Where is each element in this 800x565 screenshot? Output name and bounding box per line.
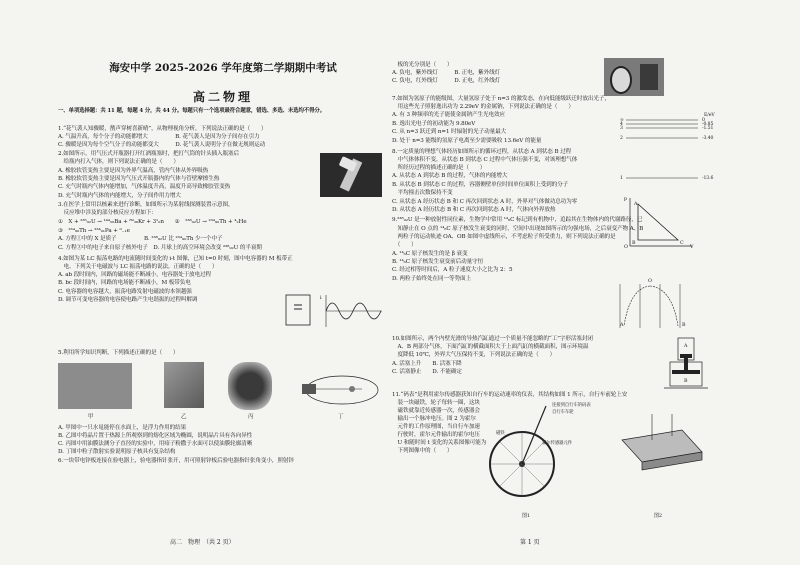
n-inf: ∞ [620,118,624,123]
n-1: 1 [620,176,623,181]
energy-level-0: 0 [702,118,705,123]
question-line: A、B 两部分气体，下面汽缸的横截面积大于上面汽缸的横截面积，图示环境温 [392,344,589,350]
question-line: A. 有 3 种频率的光子能使金属钠产生光电效应 [392,112,505,118]
bike-label-magnet: 磁铁 [496,431,505,436]
cylinder-label-b: B [684,379,688,384]
question-line: A. 负电，紫外线灯 B. 正电，紫外线灯 [392,70,501,76]
question-line: 行驶时，霍尔元件输出的霍尔电压 [392,432,480,438]
question-line: 输出一个脉冲电压。图 2 为霍尔 [392,416,476,422]
question-line: ③ ²³⁴₉₀Th → ²³⁴₉₁Pa + ⁰₋₁e [58,228,130,234]
question-line: A. 甲图中一只水黾能停在水面上，是浮力作用的结果 [58,425,187,431]
question-line: 所经历过程的描述正确的是（ ） [392,165,486,171]
fig5-label-d: 丁 [338,414,344,420]
question-line: D. 两粒子始终处在同一等势面上 [392,276,471,282]
pv-point-a: A [634,202,638,207]
question-line: 电。下列关于电磁波与 LC 振荡电路的说法，正确的是（ ） [58,264,218,270]
question-line: C. 充气时瓶内气体内能增加，气体温度升高，温度升高导致橡胶管变热 [58,184,231,190]
n-3: 3 [620,126,623,131]
fig2-label: 图2 [654,513,662,519]
bike-wheel-diagram [486,402,568,510]
fig5-label-b: 乙 [181,414,187,420]
question-line: 7.如图为氢原子的能级图，大量氢原子处于 n=3 的激发态，在向低能级跃迁时放出光子， [392,96,610,102]
energy-level-3: -1.51 [702,126,714,131]
water-strider-photo [58,363,132,409]
question-line: A. ab 段时间内，回路的磁场能不断减小，电容器处于放电过程 [58,272,212,278]
question-line: 元件的工作原理图，当自行车加速 [392,424,480,430]
energy-level-2: -3.40 [702,136,714,141]
bike-label-hall: 霍尔传感器元件 [542,441,573,446]
question-line: D. 丁图中粒子散射实验说明原子核具有复杂结构 [58,449,176,455]
energy-level-4: -0.85 [702,122,714,127]
question-line: 中气体体积不变，从状态 B 到状态 C 过程中气体压强不变，对该理想气体 [392,157,578,163]
fig5-label-c: 丙 [248,414,254,420]
question-line: A. 活塞上升 B. 活塞下降 [392,361,462,367]
question-line: 10.如图所示，两个内壁光滑的导热汽缸通过一个质量不能忽略的“工”字形活塞封闭 [392,336,593,342]
question-line: 板的光分别是（ ） [392,62,453,68]
question-line: D. 充气时瓶内气体的内能增大，分子间作用力增大 [58,193,181,199]
wine-opener-photo [320,153,382,197]
question-line: 6.一块带电锌板连接在验电器上，验电器指针张开，用可照射锌板后验电器指针张角变小，照射锌 [58,458,294,464]
question-line: 5.利用所学知识判断，下列描述正确的是（ ） [58,350,179,356]
section-heading: 一、单项选择题：共 11 题，每题 4 分，共 44 分。每题只有一个选项最符合题意，错选、多选、未选均不得分。 [58,108,325,114]
question-line: 3.在医学上常用以核素来进行诊断，如图所示为某射线探测装置示意图， [58,202,234,208]
energy-level-1: -13.6 [702,176,714,181]
bike-label-meter: 连接到自行车的码表 [552,403,591,408]
fig5-label-a: 甲 [88,414,94,420]
decay-point-b: B [682,323,686,328]
question-line: 4.如图为某 LC 振荡电路的电流随时间变化的 i-t 图像，已知 t=0 时刻，图中电容器的 M 板带正 [58,256,293,262]
question-line: B. bc 段时间内，回路的电场能不断减小，M 板带负电 [58,280,191,286]
question-line: C. 负电，红外线灯 D. 正电，红外线灯 [392,78,501,84]
question-line: D. 调节可变电容器的电容使电路产生电谐振的过程叫解调 [58,297,198,303]
question-line: A. 气温升高，每个分子的动能都增大 B. 花气袭人是因为分子间存在引力 [58,134,260,140]
pv-axis-v: V [690,245,694,250]
question-line: C. 丙图中用油膜法测分子直径的实验中，用痱子粉撒于水面可以使油膜轮廓清晰 [58,441,253,447]
question-line: B. 逸出光电子的初动能为 9.80eV [392,121,476,127]
question-line: 度降低 10℃，外界大气压保持不变，下列说法正确的是（ ） [392,352,556,358]
question-line: ① X + ²³⁵₉₂U → ¹⁴⁴₅₆Ba + ⁸⁹₃₆Kr + 3¹₀n ② ²³⁸₉₂U → ²³⁴₉₀Th + ⁴₂He [58,219,247,225]
question-line: 反应堆中涉及的部分核反应方程如下： [58,210,157,216]
question-line: C. 从 n=3 跃迁到 n=1 时辐射的光子动量最大 [392,129,507,135]
question-line: C. 经过相等时间后，A 粒子速度大小之比为 2：5 [392,267,513,273]
lc-graph-label: i [320,295,322,301]
question-line: C. 骤暖是因为每个空气分子的动能都变大 D. 花气袭人说明分子在做无规则运动 [58,142,266,148]
alpha-scattering-diagram [292,362,386,412]
lc-circuit-diagram [284,291,384,331]
n-2: 2 [620,136,623,141]
question-line: 11.“码表”是利用霍尔传感器获知自行车的运动速率的仪表，其结构如图 1 所示，自行车前轮上安 [392,392,628,398]
question-line: C. 从状态 A 经历状态 B 和 C 再次回到状态 A 时，外界对气体做功总功为零 [392,199,578,205]
question-line: D. 处于 n=3 能级的氢原子电离至少需要吸收 13.6eV 的能量 [392,138,542,144]
footer-right: 第 1 页 [520,539,540,546]
question-line: B. ¹⁴₆C 原子核发生衰变前后动量守恒 [392,259,484,265]
question-line: A. 从状态 A 到状态 B 的过程，气体的内能增大 [392,173,508,179]
pv-point-b: B [632,241,636,246]
exam-title: 海安中学 2025-2026 学年度第二学期期中考试 [109,62,337,74]
question-line: A. 橡胶软管变热主要是因为外界气温高，管内气体从外界吸热 [58,168,209,174]
question-line: A. ¹⁴₆C 原子核发生的是 β 衰变 [392,251,468,257]
question-line: 2.如图所示，用气压式开瓶器打开红酒瓶塞时，把打气筒的针头插入瓶塞后 [58,151,239,157]
pv-axis-p: p [624,197,627,202]
decay-point-a: A [620,323,624,328]
question-line: 磁铁就靠近传感器一次，传感器会 [392,408,480,414]
question-line: 给瓶内打入气体，则下列说法正确的是（ ） [58,159,179,165]
question-line: 装一块磁铁，轮子每转一圈，这块 [392,400,480,406]
question-line: B. 橡胶软管变热主要是因为气压式开瓶器内的气体与管壁摩擦生热 [58,176,220,182]
question-line: C. 方程③中的电子来自原子核外电子 D. 月球上的高空环境会改变 ²³⁸₉₂U 的半衰期 [58,245,262,251]
decay-point-o: O [648,279,652,284]
crystal-photo [164,362,204,408]
n-4: 4 [620,122,623,127]
question-line: 平均撞击次数保持不变 [392,190,453,196]
question-line: C. 活塞静止 D. 不能确定 [392,369,462,375]
question-line: U 和随时间 t 变化的关系图像可能为 [392,440,487,446]
question-line: 8.一定质量的理想气体经历如图所示的循环过程，从状态 A 到状态 B 过程 [392,149,572,155]
pv-axis-o: O [624,245,628,250]
electroscope-photo [604,58,664,96]
question-line: 下列图像中的（ ） [392,448,453,454]
cylinder-label-a: A [684,344,688,349]
question-line: （ ） [392,242,417,248]
question-line: 9.²³⁸₉₂U 是一种放射性同位素，生物学中常用 ¹⁴₆C 标记到有机物中，追踪其在生物体内的代谢路径，已 [392,217,643,223]
question-line: 1.“花气袭人知骤暖，鹊声穿树喜新晴”，从物理视角分析，下列说法正确的是（ ） [58,126,267,132]
question-line: B. 乙图中将晶片置于热源上所观察到的熔化区域为椭圆，说明晶片具有各向异性 [58,433,253,439]
question-line: D. 从状态 A 经历状态 B 和 C 再次回到状态 A 时，气体向外界放热 [392,207,556,213]
question-line: A. 方程①中的 X 是质子 B. ²³⁸₉₂U 比 ²³⁴₉₀Th 少一个中子 [58,236,223,242]
question-line: 用这些光子照射逸出功为 2.29eV 的金属钠，下列说法正确的是（ ） [392,104,574,110]
pv-point-c: C [680,241,684,246]
hall-element-diagram [602,410,718,490]
fig1-label: 图1 [522,513,530,519]
question-line: B. 从状态 B 到状态 C 的过程，容器侧壁单位时间单位面积上受到的分子 [392,182,569,188]
energy-unit: E/eV [704,113,715,118]
subject-title: 高二物理 [192,90,253,104]
question-line: 知静止在 O 点的 ¹⁴₆C 原子核发生衰变的同时，空间中出现如图所示的匀强电场，之后衰变产物 A、B [392,226,644,232]
bike-label-wheel: 自行车车轮 [552,410,574,415]
question-line: C. 电容器的电容越大，振荡电路发射电磁波的本领越强 [58,289,192,295]
question-line: 两粒子的运动轨迹 OA、OB 如图中虚线所示，不考虑粒子所受重力，则下列说法正确的是 [392,234,616,240]
footer-left: 高二 物理 （共 2 页） [170,539,235,546]
oil-film-photo [228,362,272,410]
